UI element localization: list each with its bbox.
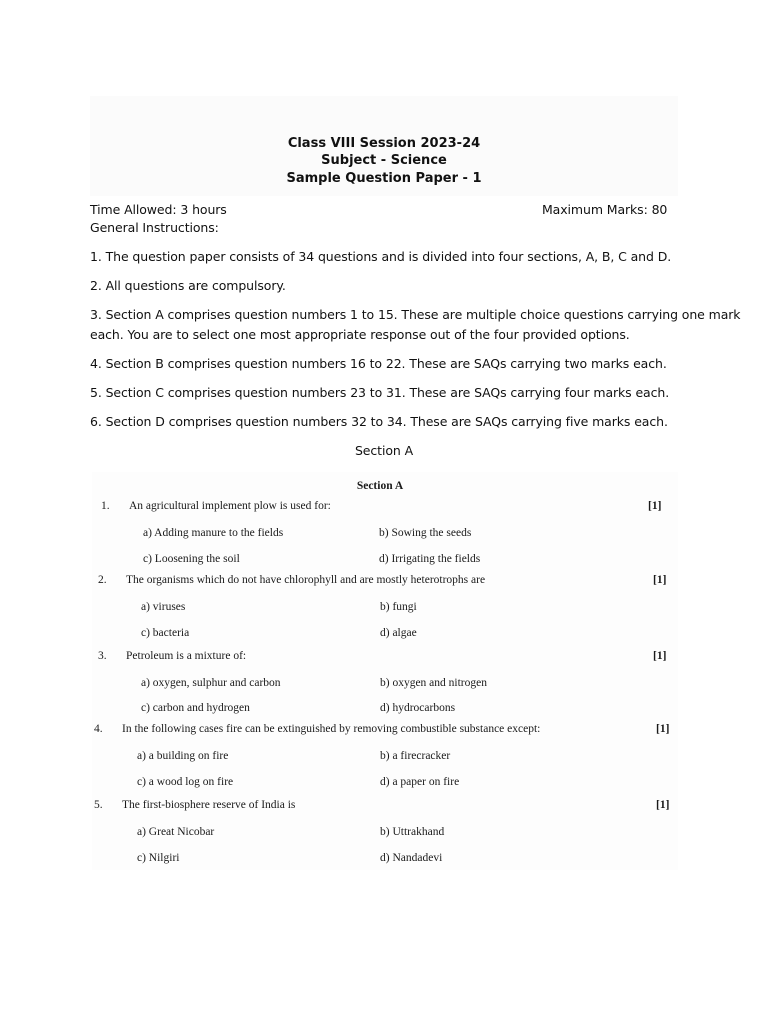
question-5-text: The first-biosphere reserve of India is: [122, 799, 296, 811]
question-2-marks: [1]: [653, 574, 667, 586]
question-1-number: 1.: [101, 500, 110, 512]
question-3-option-d: d) hydrocarbons: [380, 702, 456, 714]
question-4-option-d: d) a paper on fire: [380, 776, 460, 788]
instruction-4: 4. Section B comprises question numbers 16 to 22. These are SAQs carrying two marks each.: [90, 356, 667, 371]
question-4-marks: [1]: [656, 723, 670, 735]
question-3-text: Petroleum is a mixture of:: [126, 650, 247, 662]
instruction-2: 2. All questions are compulsory.: [90, 278, 286, 293]
paper-class-session: Class VIII Session 2023-24: [287, 136, 481, 151]
question-1-option-c: c) Loosening the soil: [143, 553, 240, 565]
question-5-option-c: c) Nilgiri: [137, 852, 180, 864]
time-allowed: Time Allowed: 3 hours: [90, 202, 227, 217]
general-instructions-heading: General Instructions:: [90, 220, 219, 235]
question-5-option-b: b) Uttrakhand: [380, 826, 445, 838]
section-a-subheading: Section A: [356, 480, 404, 492]
question-4-option-c: c) a wood log on fire: [137, 776, 234, 788]
paper-subject: Subject - Science: [321, 153, 447, 168]
question-3-number: 3.: [98, 650, 107, 662]
question-1-marks: [1]: [648, 500, 662, 512]
question-5-number: 5.: [94, 799, 103, 811]
question-4-text: In the following cases fire can be extinguished by removing combustible substance except:: [122, 723, 541, 735]
question-2-text: The organisms which do not have chlorophyll and are mostly heterotrophs are: [126, 574, 486, 586]
question-3-marks: [1]: [653, 650, 667, 662]
question-1-option-d: d) Irrigating the fields: [379, 553, 481, 565]
instruction-3-line-2: each. You are to select one most appropriate response out of the four provided options.: [90, 327, 630, 342]
question-1-option-a: a) Adding manure to the fields: [143, 527, 284, 539]
question-2-option-a: a) viruses: [141, 601, 186, 613]
question-2-number: 2.: [98, 574, 107, 586]
paper-title: Sample Question Paper - 1: [286, 171, 482, 186]
question-4-number: 4.: [94, 723, 103, 735]
instruction-5: 5. Section C comprises question numbers 23 to 31. These are SAQs carrying four marks each.: [90, 385, 670, 400]
question-5-marks: [1]: [656, 799, 670, 811]
question-1-text: An agricultural implement plow is used for:: [129, 500, 331, 512]
maximum-marks: Maximum Marks: 80: [542, 202, 668, 217]
question-1-option-b: b) Sowing the seeds: [379, 527, 472, 539]
question-4-option-b: b) a firecracker: [380, 750, 451, 762]
question-4-option-a: a) a building on fire: [137, 750, 229, 762]
instruction-3-line-1: 3. Section A comprises question numbers 1 to 15. These are multiple choice questions carrying one mark: [90, 307, 741, 322]
question-5-option-d: d) Nandadevi: [380, 852, 443, 864]
question-2-option-b: b) fungi: [380, 601, 417, 613]
question-3-option-b: b) oxygen and nitrogen: [380, 677, 487, 689]
section-a-heading: Section A: [354, 443, 414, 458]
question-5-option-a: a) Great Nicobar: [137, 826, 215, 838]
question-2-option-d: d) algae: [380, 627, 417, 639]
instruction-1: 1. The question paper consists of 34 questions and is divided into four sections, A, B, C and D.: [90, 249, 672, 264]
question-2-option-c: c) bacteria: [141, 627, 190, 639]
question-3-option-a: a) oxygen, sulphur and carbon: [141, 677, 281, 689]
instruction-6: 6. Section D comprises question numbers 32 to 34. These are SAQs carrying five marks each.: [90, 414, 668, 429]
question-3-option-c: c) carbon and hydrogen: [141, 702, 250, 714]
